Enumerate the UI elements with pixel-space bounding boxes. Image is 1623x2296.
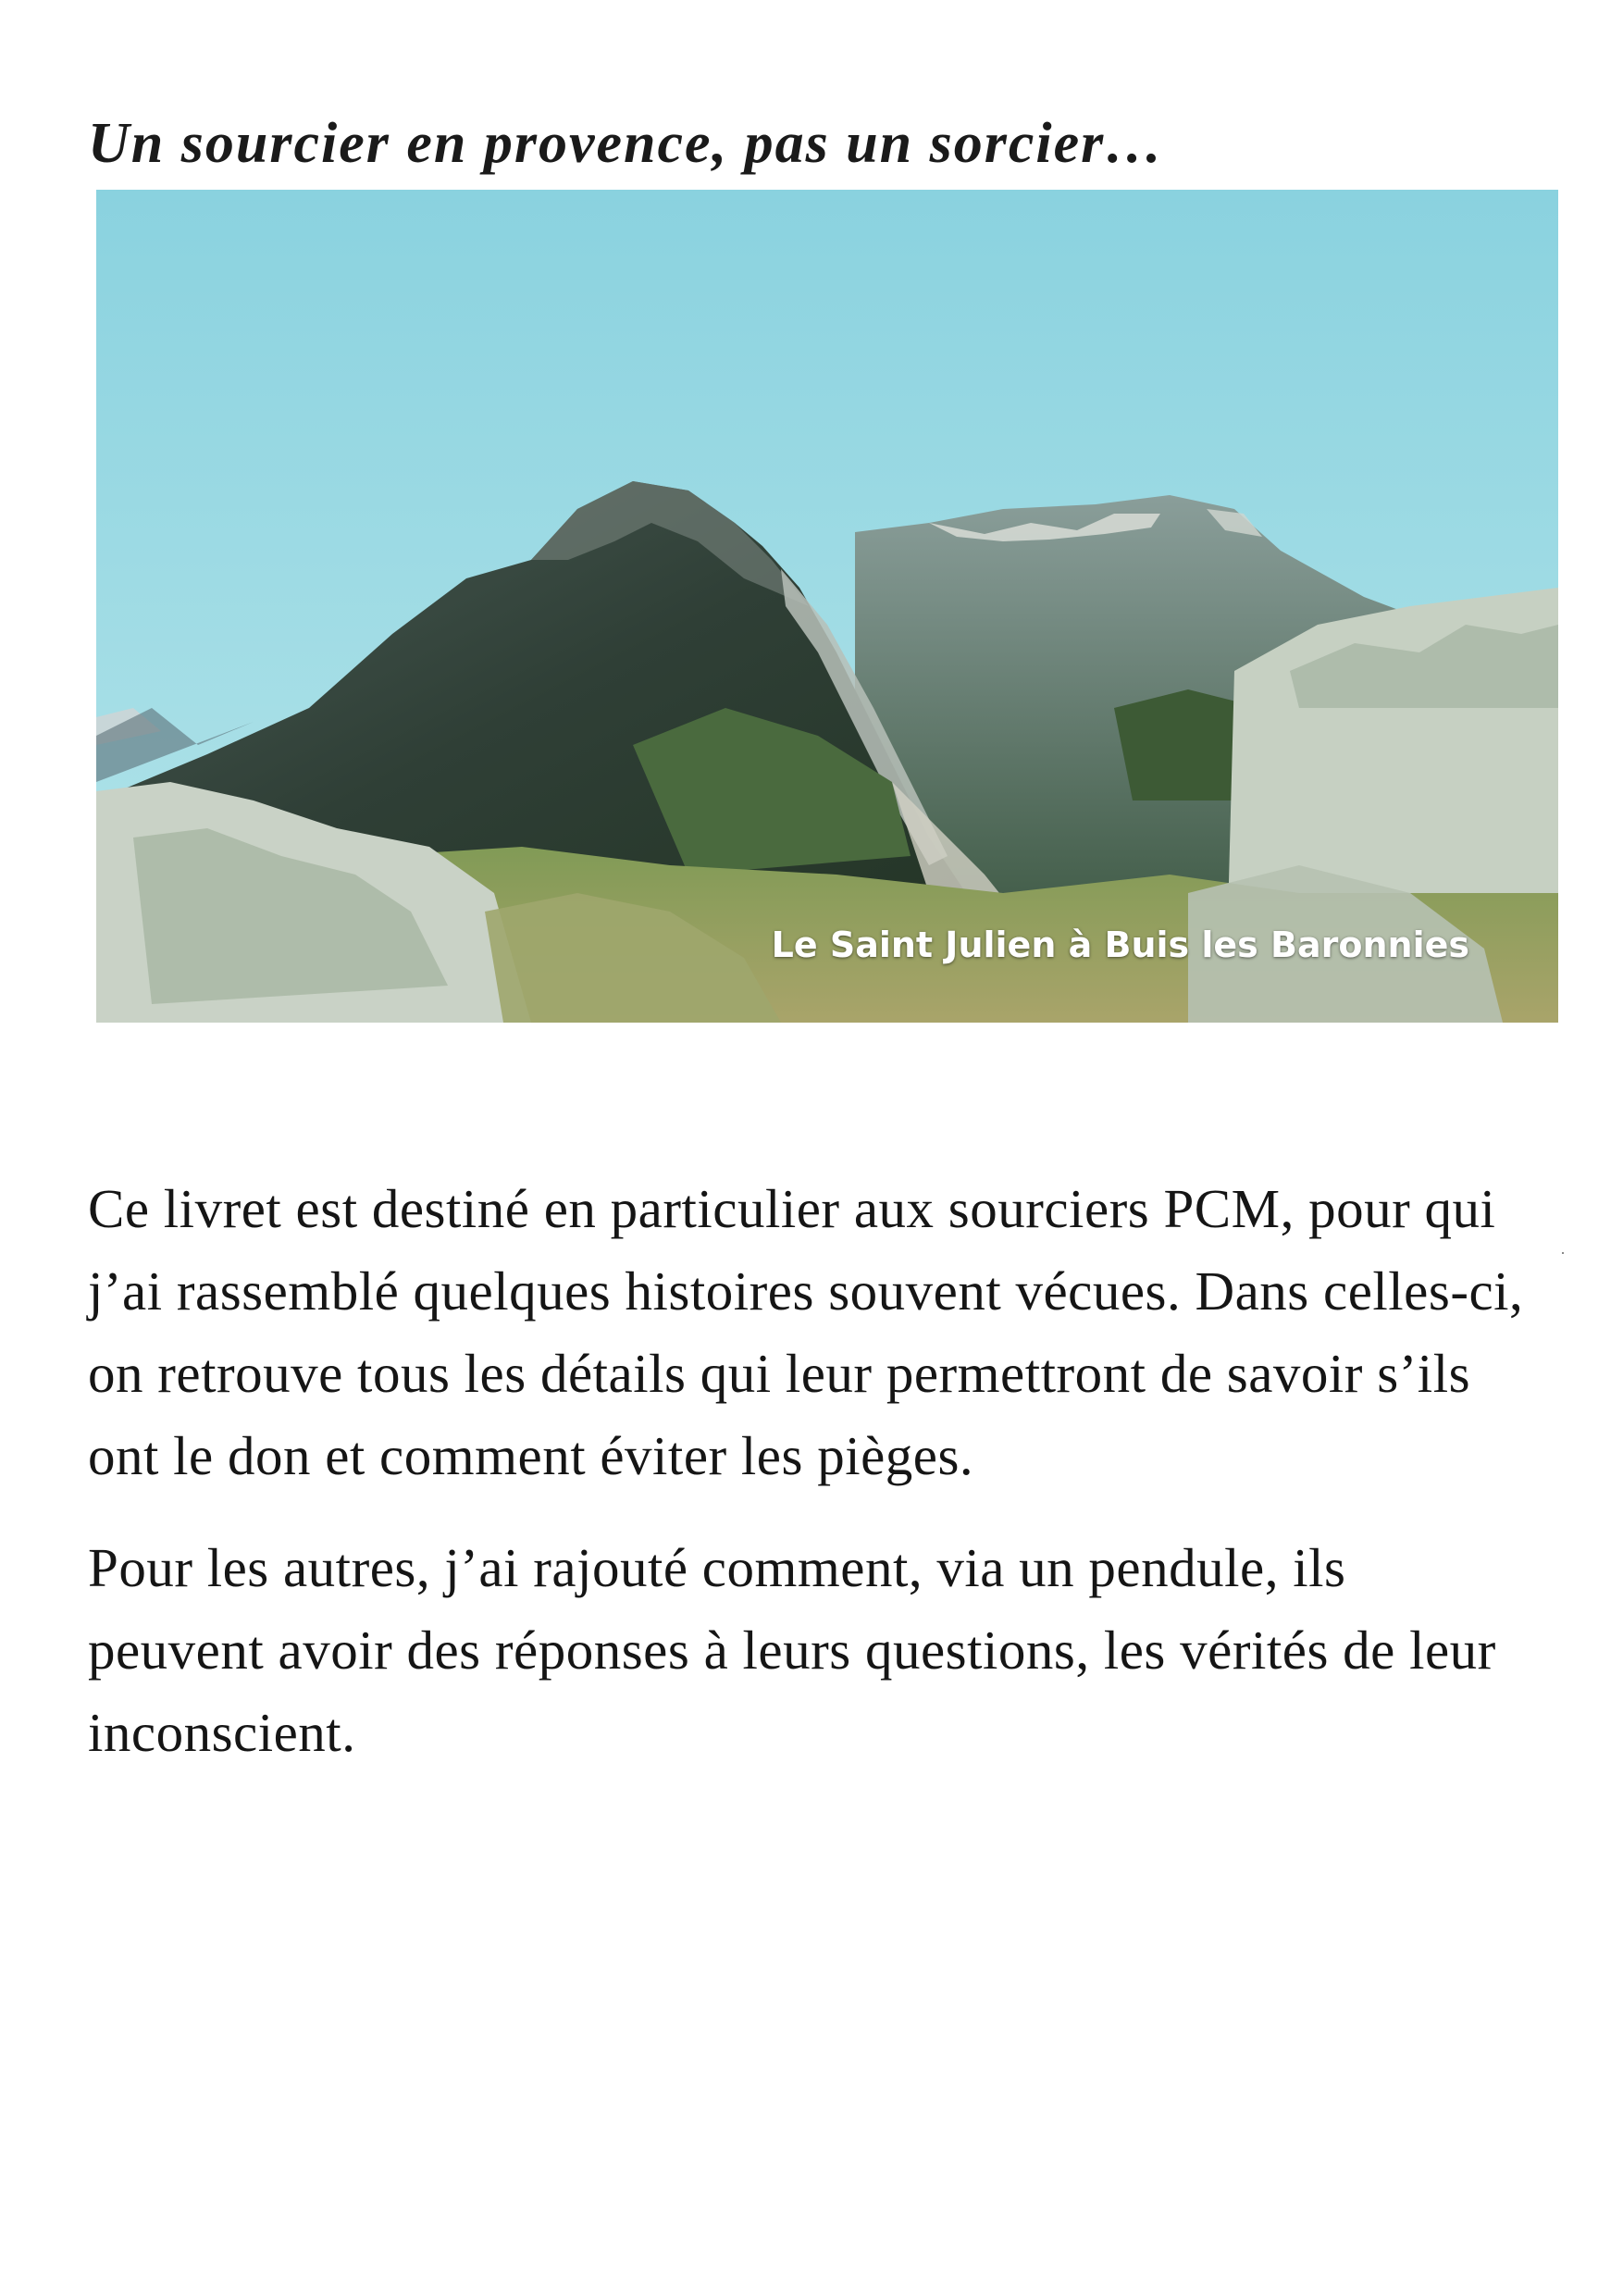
mountain-landscape-image (96, 190, 1558, 1023)
body-text (88, 1168, 1531, 1804)
paragraph-pendulum: Pour les autres, j’ai rajouté comment, via un pendule, ils peuvent avoir des réponses à leurs questions, les vérités de leur inconscient. (88, 1537, 1496, 1763)
photo-caption: Le Saint Julien à Buis les Baronnies (771, 925, 1469, 965)
page-title: Un sourcier en provence, pas un sorcier… (88, 112, 1165, 175)
paragraph-intro: Ce livret est destiné en particulier aux sourciers PCM, pour qui j’ai rassemblé quelques histoires souvent vécues. Dans celles-ci, on retrouve tous les détails qui leur permettront de savoir s’ils ont le don et comment éviter les pièges. (88, 1178, 1524, 1486)
mountain-landscape-photo (96, 190, 1558, 1023)
scan-speck (1562, 1252, 1564, 1254)
